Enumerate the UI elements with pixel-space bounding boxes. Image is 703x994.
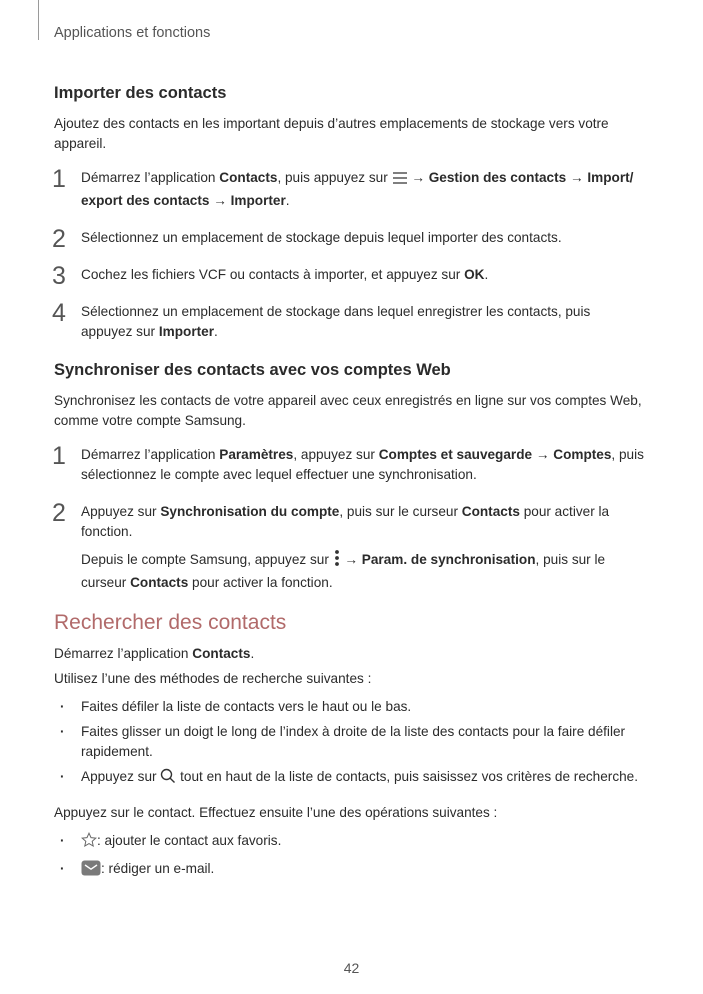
section-intro-import: Ajoutez des contacts en les important depuis d’autres emplacements de stockage vers votre appareil.	[54, 116, 609, 151]
list-item: · Appuyez sur tout en haut de la liste de contacts, puis saisissez vos critères de recherche.	[54, 767, 644, 790]
search-line-2: Utilisez l’une des méthodes de recherche suivantes :	[54, 671, 372, 686]
email-icon	[81, 860, 101, 882]
import-step-3: 3 Cochez les fichiers VCF ou contacts à importer, et appuyez sur OK.	[52, 262, 489, 290]
search-methods-list	[54, 697, 644, 790]
step-number: 2	[52, 225, 66, 253]
list-item: · : ajouter le contact aux favoris.	[54, 831, 644, 854]
margin-line	[38, 0, 39, 40]
step-number: 1	[52, 442, 66, 470]
star-icon	[81, 832, 97, 854]
page-number: 42	[343, 960, 360, 976]
step-number: 3	[52, 262, 66, 290]
list-item: · : rédiger un e-mail.	[54, 859, 644, 882]
section-title-search: Rechercher des contacts	[54, 611, 287, 634]
search-icon	[160, 768, 176, 790]
section-title-sync: Synchroniser des contacts avec vos comptes Web	[54, 361, 451, 379]
section-title-import: Importer des contacts	[54, 84, 227, 102]
step-number: 2	[52, 499, 66, 527]
list-item: · Faites défiler la liste de contacts vers le haut ou le bas.	[54, 697, 644, 717]
step-number: 4	[52, 299, 66, 327]
contact-actions-list	[54, 831, 644, 882]
search-line-3: Appuyez sur le contact. Effectuez ensuite l’une des opérations suivantes :	[54, 805, 498, 820]
menu-icon	[392, 171, 408, 191]
import-step-4: 4 Sélectionnez un emplacement de stockage dans lequel enregistrer les contacts, puis appuyez sur Importer.	[52, 299, 591, 339]
page-content	[54, 82, 644, 887]
step-number: 1	[52, 165, 66, 193]
import-step-2: 2 Sélectionnez un emplacement de stockage depuis lequel importer des contacts.	[52, 225, 562, 253]
sync-step-2: 2 Appuyez sur Synchronisation du compte, puis sur le curseur Contacts pour activer la fonction. Depuis le compte Samsung, appuyez sur → Param. de synchronisation, puis sur le curseur Contacts pour activer la fonction.	[52, 499, 610, 590]
more-options-icon	[333, 549, 341, 573]
list-item: · Faites glisser un doigt le long de l’index à droite de la liste des contacts pour la faire défiler rapidement.	[54, 722, 644, 762]
sync-step-1: 1 Démarrez l’application Paramètres, appuyez sur Comptes et sauvegarde → Comptes, puis sélectionnez le compte avec lequel effectuer une synchronisation.	[52, 442, 644, 482]
running-head: Applications et fonctions	[54, 25, 211, 41]
search-line-1: Démarrez l’application Contacts.	[54, 646, 255, 661]
section-intro-sync: Synchronisez les contacts de votre appareil avec ceux enregistrés en ligne sur vos comptes Web, comme votre compte Samsung.	[54, 393, 642, 428]
import-step-1: 1 Démarrez l’application Contacts, puis appuyez sur → Gestion des contacts → Import/ export des contacts → Importer.	[52, 165, 634, 208]
